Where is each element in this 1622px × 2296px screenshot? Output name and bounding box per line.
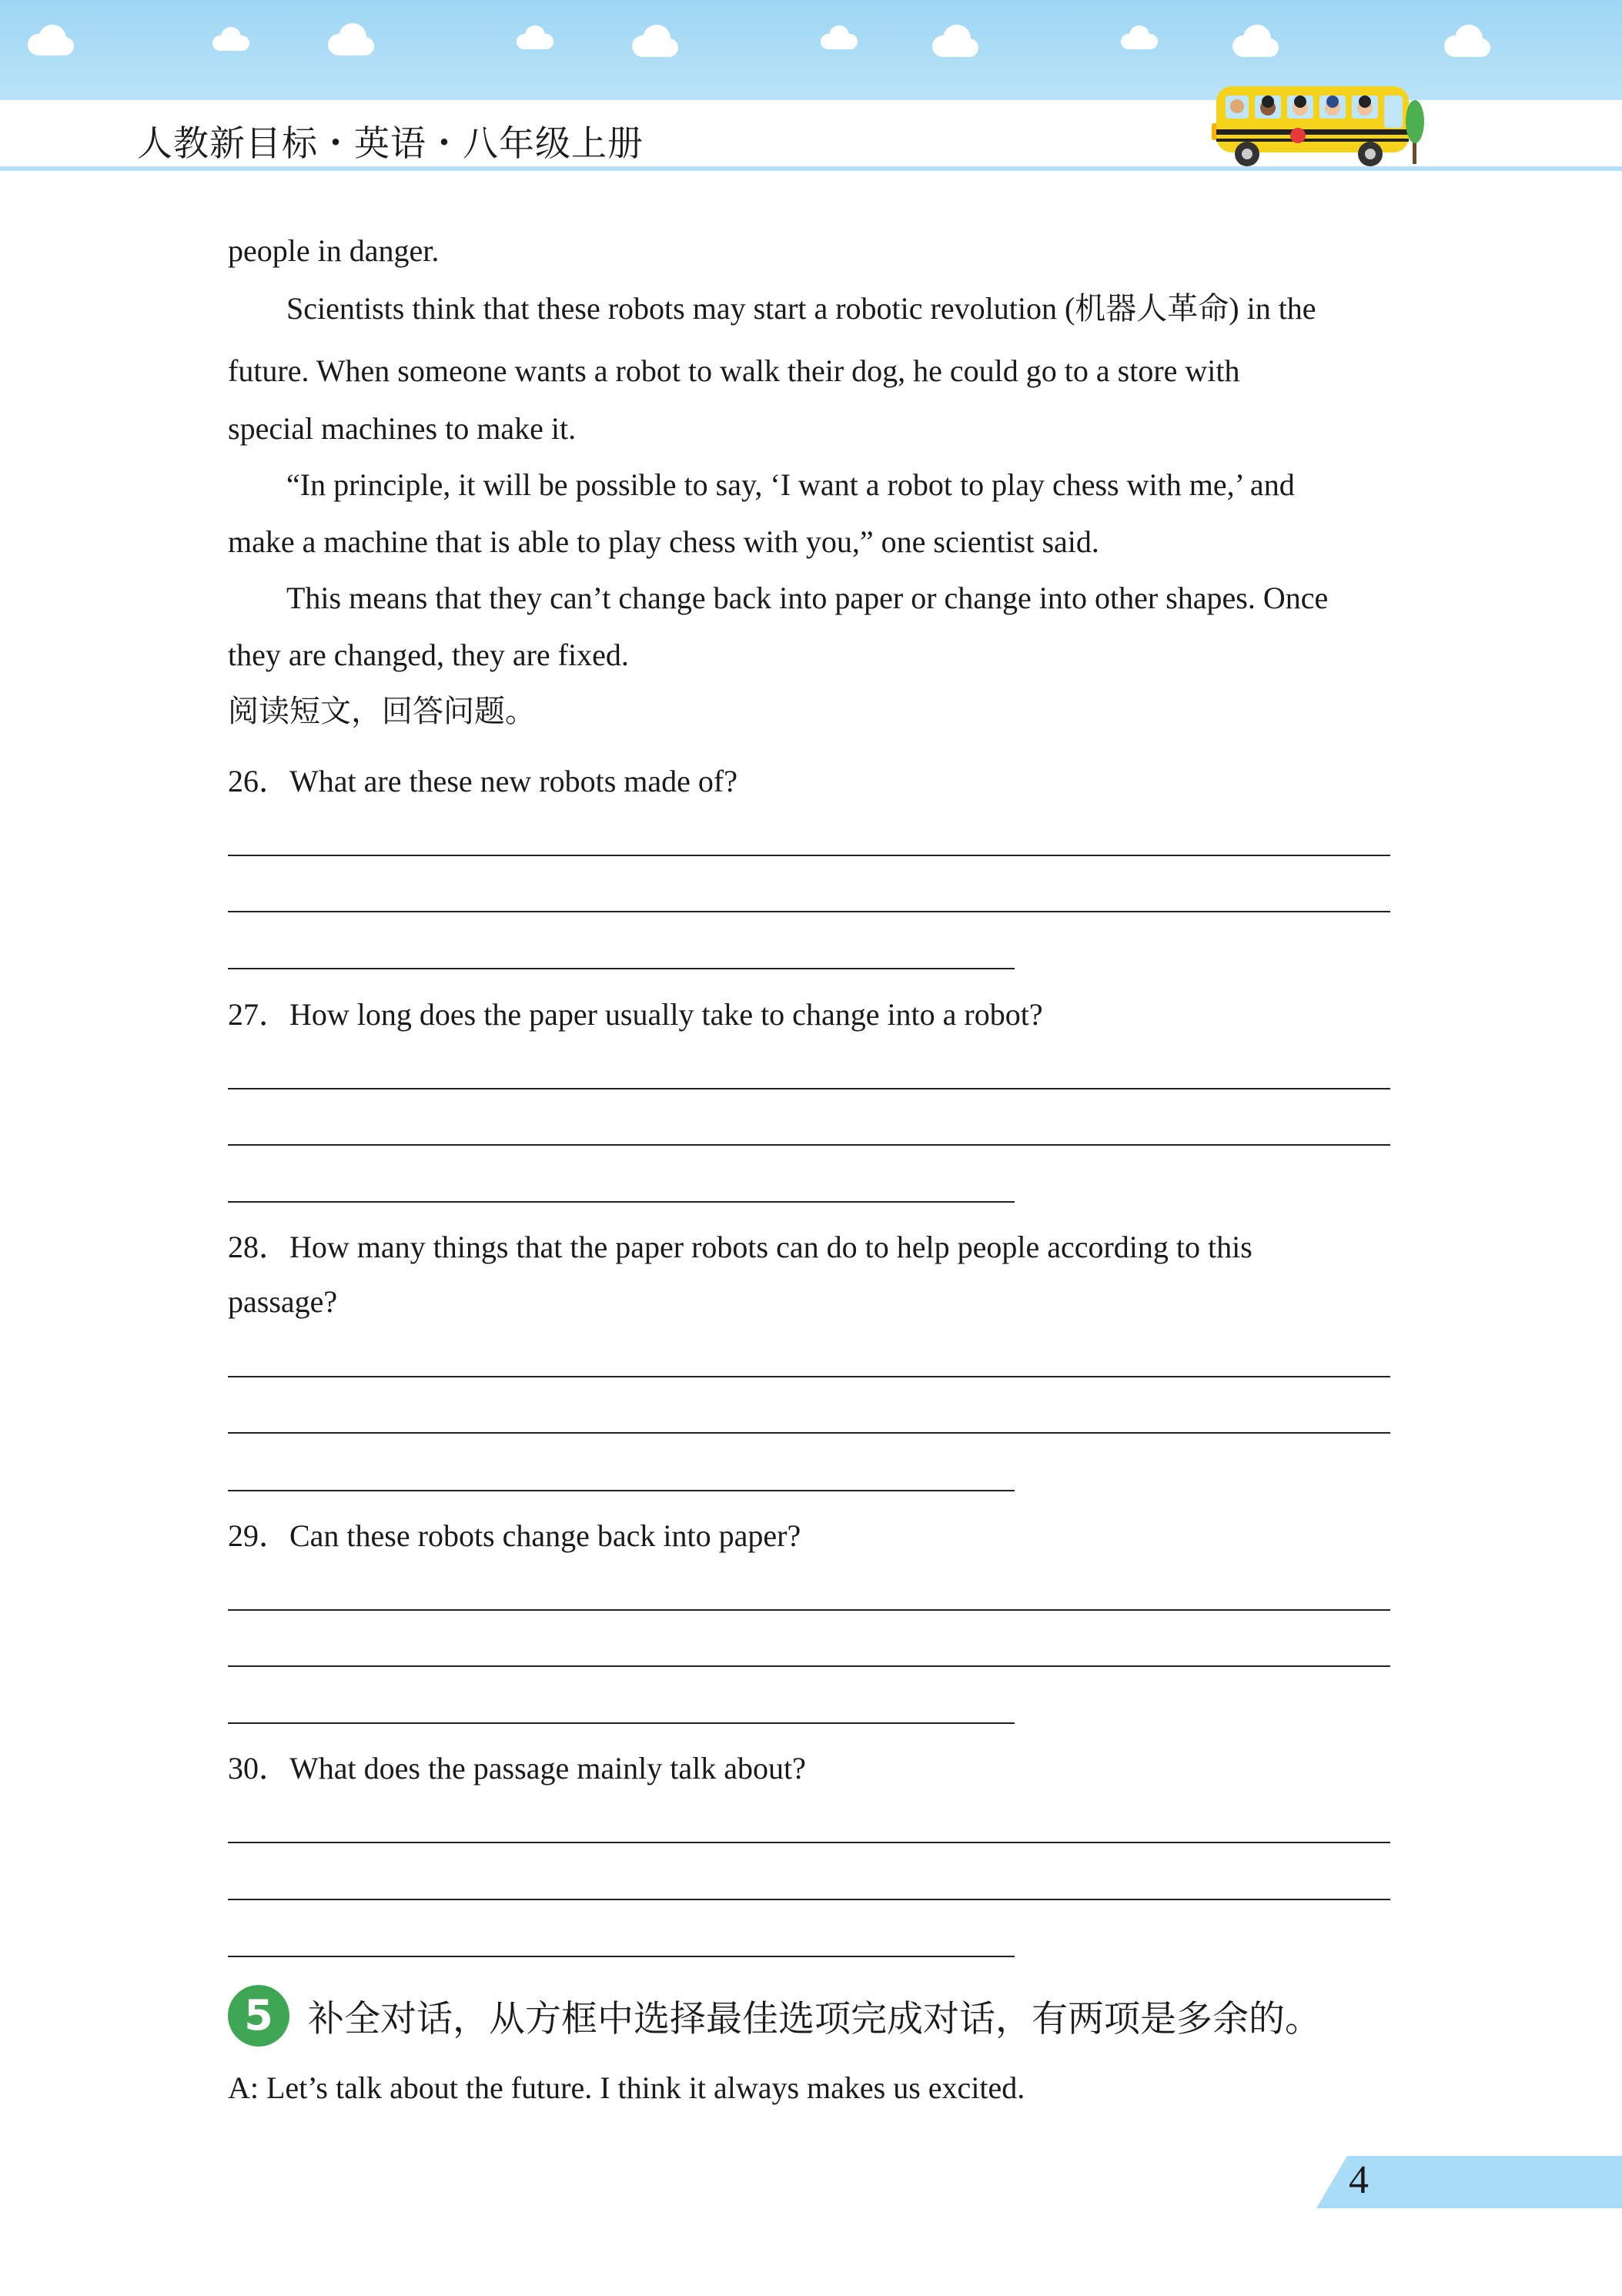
cloud-icon <box>23 23 77 57</box>
passage-line: Scientists think that these robots may start a robotic revolution (机器人革命) in the <box>286 291 1316 326</box>
passage-line: people in danger. <box>228 233 440 268</box>
cloud-icon <box>928 23 982 60</box>
cloud-icon <box>323 22 377 59</box>
cloud-icon <box>1116 25 1159 51</box>
answer-line[interactable] <box>228 1665 1390 1667</box>
section-number-badge: 5 <box>228 1985 289 2047</box>
question-27: 27．How long does the paper usually take to change into a robot? <box>228 997 1043 1032</box>
tree-icon <box>1406 100 1424 164</box>
question-30: 30．What does the passage mainly talk about? <box>228 1751 806 1786</box>
passage-line: This means that they can’t change back into paper or change into other shapes. Once <box>286 581 1329 615</box>
answer-line[interactable] <box>228 1432 1390 1434</box>
cloud-icon <box>512 25 555 51</box>
answer-line[interactable] <box>228 1899 1390 1900</box>
book-title: 人教新目标・英语・八年级上册 <box>137 122 644 164</box>
question-26: 26．What are these new robots made of? <box>228 764 737 798</box>
answer-line[interactable] <box>228 968 1015 969</box>
passage-line: make a machine that is able to play chess with you,” one scientist said. <box>228 524 1099 559</box>
cloud-icon <box>627 23 681 60</box>
cloud-icon <box>1228 23 1282 60</box>
question-28-continued: passage? <box>228 1284 338 1319</box>
answer-line[interactable] <box>228 1842 1390 1843</box>
passage-line: they are changed, they are fixed. <box>228 638 629 672</box>
passage-line: future. When someone wants a robot to walk their dog, he could go to a store with <box>228 353 1240 388</box>
section-title: 补全对话，从方框中选择最佳选项完成对话，有两项是多余的。 <box>308 1998 1321 2040</box>
answer-line[interactable] <box>228 1201 1015 1203</box>
cloud-icon <box>1440 23 1493 60</box>
school-bus-icon <box>1209 75 1440 172</box>
answer-line[interactable] <box>228 1376 1390 1377</box>
answer-line[interactable] <box>228 911 1390 912</box>
answer-line[interactable] <box>228 1088 1390 1089</box>
cloud-icon <box>208 26 251 52</box>
question-29: 29．Can these robots change back into paper? <box>228 1518 801 1553</box>
answer-line[interactable] <box>228 1722 1015 1724</box>
answer-line[interactable] <box>228 1956 1015 1957</box>
passage-line: special machines to make it. <box>228 411 577 446</box>
answer-line[interactable] <box>228 855 1390 856</box>
passage-line: “In principle, it will be possible to say, ‘I want a robot to play chess with me,’ and <box>286 467 1295 502</box>
answer-line[interactable] <box>228 1490 1015 1491</box>
reading-instruction: 阅读短文，回答问题。 <box>228 694 536 728</box>
page-number: 4 <box>1349 2158 1369 2202</box>
answer-line[interactable] <box>228 1144 1390 1146</box>
dialogue-line: A: Let’s talk about the future. I think it always makes us excited. <box>228 2070 1025 2105</box>
cloud-icon <box>816 25 859 51</box>
question-28: 28．How many things that the paper robots can do to help people according to this <box>228 1230 1252 1264</box>
answer-line[interactable] <box>228 1609 1390 1611</box>
